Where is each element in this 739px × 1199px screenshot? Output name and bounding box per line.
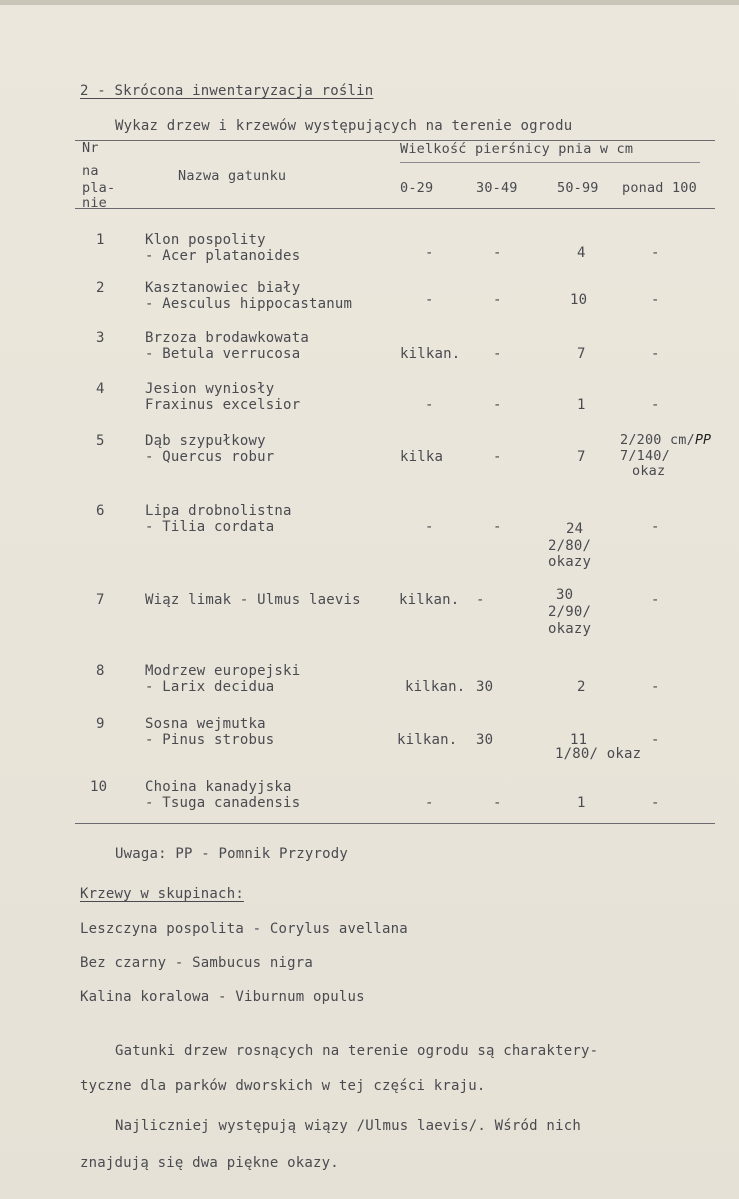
row-9-c4: - xyxy=(651,732,660,748)
row-5-c1: kilka xyxy=(400,449,444,465)
header-nr-2: na xyxy=(82,163,99,179)
row-8-c3: 2 xyxy=(577,679,586,695)
row-4-c3: 1 xyxy=(577,397,586,413)
row-4-nr: 4 xyxy=(96,381,105,397)
section-title: 2 - Skrócona inwentaryzacja roślin xyxy=(80,83,374,99)
header-species-name: Nazwa gatunku xyxy=(178,168,287,184)
row-1-c1: - xyxy=(425,245,434,261)
row-9-c2: 30 xyxy=(476,732,494,748)
header-nr-1: Nr xyxy=(82,140,99,156)
row-1-c4: - xyxy=(651,245,660,261)
shrub-item-1: Leszczyna pospolita - Corylus avellana xyxy=(80,921,408,937)
header-range-30-49: 30-49 xyxy=(476,180,518,196)
row-3-c1: kilkan. xyxy=(400,346,461,362)
row-3-c3: 7 xyxy=(577,346,586,362)
row-7-c2: - xyxy=(476,592,485,608)
row-2-nr: 2 xyxy=(96,280,105,296)
row-1-c2: - xyxy=(493,245,502,261)
table-subtitle: Wykaz drzew i krzewów występujących na terenie ogrodu xyxy=(115,118,573,134)
row-5-c4-line3: okaz xyxy=(632,463,666,479)
row-6-c1: - xyxy=(425,519,434,535)
row-4-c4: - xyxy=(651,397,660,413)
row-5-pp-handwritten: PP xyxy=(694,433,712,448)
row-3-polish-name: Brzoza brodawkowata xyxy=(145,330,309,346)
row-4-polish-name: Jesion wyniosły xyxy=(145,381,275,397)
row-8-c2: 30 xyxy=(476,679,494,695)
row-10-c2: - xyxy=(493,795,502,811)
row-7-c3-detail: 2/90/ xyxy=(548,604,592,620)
row-1-nr: 1 xyxy=(96,232,105,248)
row-5-polish-name: Dąb szypułkowy xyxy=(145,433,266,449)
paragraph-line-1: Gatunki drzew rosnących na terenie ogrodu są charaktery- xyxy=(115,1043,599,1059)
row-3-c4: - xyxy=(651,346,660,362)
row-4-c2: - xyxy=(493,397,502,413)
shrubs-heading: Krzewy w skupinach: xyxy=(80,886,244,902)
row-3-latin-name: - Betula verrucosa xyxy=(145,346,301,362)
row-10-c1: - xyxy=(425,795,434,811)
row-8-c1: kilkan. xyxy=(405,679,466,695)
row-9-c3-detail: 1/80/ okaz xyxy=(555,746,642,762)
row-1-c3: 4 xyxy=(577,245,586,261)
header-bottom-rule xyxy=(75,208,715,209)
row-5-nr: 5 xyxy=(96,433,105,449)
row-6-polish-name: Lipa drobnolistna xyxy=(145,503,292,519)
row-10-c4: - xyxy=(651,795,660,811)
row-6-nr: 6 xyxy=(96,503,105,519)
row-6-c3-count: 24 xyxy=(566,521,584,537)
row-6-latin-name: - Tilia cordata xyxy=(145,519,275,535)
row-2-latin-name: - Aesculus hippocastanum xyxy=(145,296,353,312)
table-bottom-rule xyxy=(75,823,715,824)
row-10-polish-name: Choina kanadyjska xyxy=(145,779,292,795)
row-2-polish-name: Kasztanowiec biały xyxy=(145,280,301,296)
header-range-0-29: 0-29 xyxy=(400,180,434,196)
header-nr-3: pla- xyxy=(82,180,116,196)
row-10-latin-name: - Tsuga canadensis xyxy=(145,795,301,811)
paragraph-line-4: znajdują się dwa piękne okazy. xyxy=(80,1155,339,1171)
row-2-c4: - xyxy=(651,292,660,308)
row-3-c2: - xyxy=(493,346,502,362)
row-7-c3-okazy: okazy xyxy=(548,621,592,637)
row-6-c2: - xyxy=(493,519,502,535)
table-note: Uwaga: PP - Pomnik Przyrody xyxy=(115,846,348,862)
paragraph-line-3: Najliczniej występują wiązy /Ulmus laevis/. Wśród nich xyxy=(115,1118,581,1134)
row-7-c1: kilkan. xyxy=(399,592,460,608)
row-10-nr: 10 xyxy=(90,779,108,795)
row-4-c1: - xyxy=(425,397,434,413)
row-4-latin-name: Fraxinus excelsior xyxy=(145,397,301,413)
row-5-c4-line1 xyxy=(620,432,711,448)
row-6-c3-okazy: okazy xyxy=(548,554,592,570)
row-5-c4-line2: 7/140/ xyxy=(620,448,670,464)
row-5-c3: 7 xyxy=(577,449,586,465)
row-5-c4-value: 2/200 cm/ xyxy=(620,432,695,448)
row-8-nr: 8 xyxy=(96,663,105,679)
row-9-nr: 9 xyxy=(96,716,105,732)
shrub-item-3: Kalina koralowa - Viburnum opulus xyxy=(80,989,365,1005)
row-3-nr: 3 xyxy=(96,330,105,346)
header-nr-4: nie xyxy=(82,195,107,211)
row-6-c4: - xyxy=(651,519,660,535)
row-8-latin-name: - Larix decidua xyxy=(145,679,275,695)
row-6-c3-detail: 2/80/ xyxy=(548,538,592,554)
row-5-c2: - xyxy=(493,449,502,465)
row-9-latin-name: - Pinus strobus xyxy=(145,732,275,748)
header-range-over-100: ponad 100 xyxy=(622,180,697,196)
row-9-c3-count: 11 xyxy=(570,732,588,748)
row-7-c4: - xyxy=(651,592,660,608)
row-9-polish-name: Sosna wejmutka xyxy=(145,716,266,732)
paragraph-line-2: tyczne dla parków dworskich w tej części kraju. xyxy=(80,1078,486,1094)
row-7-name: Wiąz limak - Ulmus laevis xyxy=(145,592,361,608)
header-range-50-99: 50-99 xyxy=(557,180,599,196)
row-8-c4: - xyxy=(651,679,660,695)
row-7-c3-count: 30 xyxy=(556,587,574,603)
row-8-polish-name: Modrzew europejski xyxy=(145,663,301,679)
header-group-rule xyxy=(400,162,700,163)
row-2-c2: - xyxy=(493,292,502,308)
row-2-c3: 10 xyxy=(570,292,588,308)
row-10-c3: 1 xyxy=(577,795,586,811)
row-9-c1: kilkan. xyxy=(397,732,458,748)
row-5-latin-name: - Quercus robur xyxy=(145,449,275,465)
page-top-edge xyxy=(0,0,739,5)
shrub-item-2: Bez czarny - Sambucus nigra xyxy=(80,955,313,971)
row-1-latin-name: - Acer platanoides xyxy=(145,248,301,264)
row-1-polish-name: Klon pospolity xyxy=(145,232,266,248)
row-7-nr: 7 xyxy=(96,592,105,608)
header-diameter-group: Wielkość pierśnicy pnia w cm xyxy=(400,141,634,157)
row-2-c1: - xyxy=(425,292,434,308)
